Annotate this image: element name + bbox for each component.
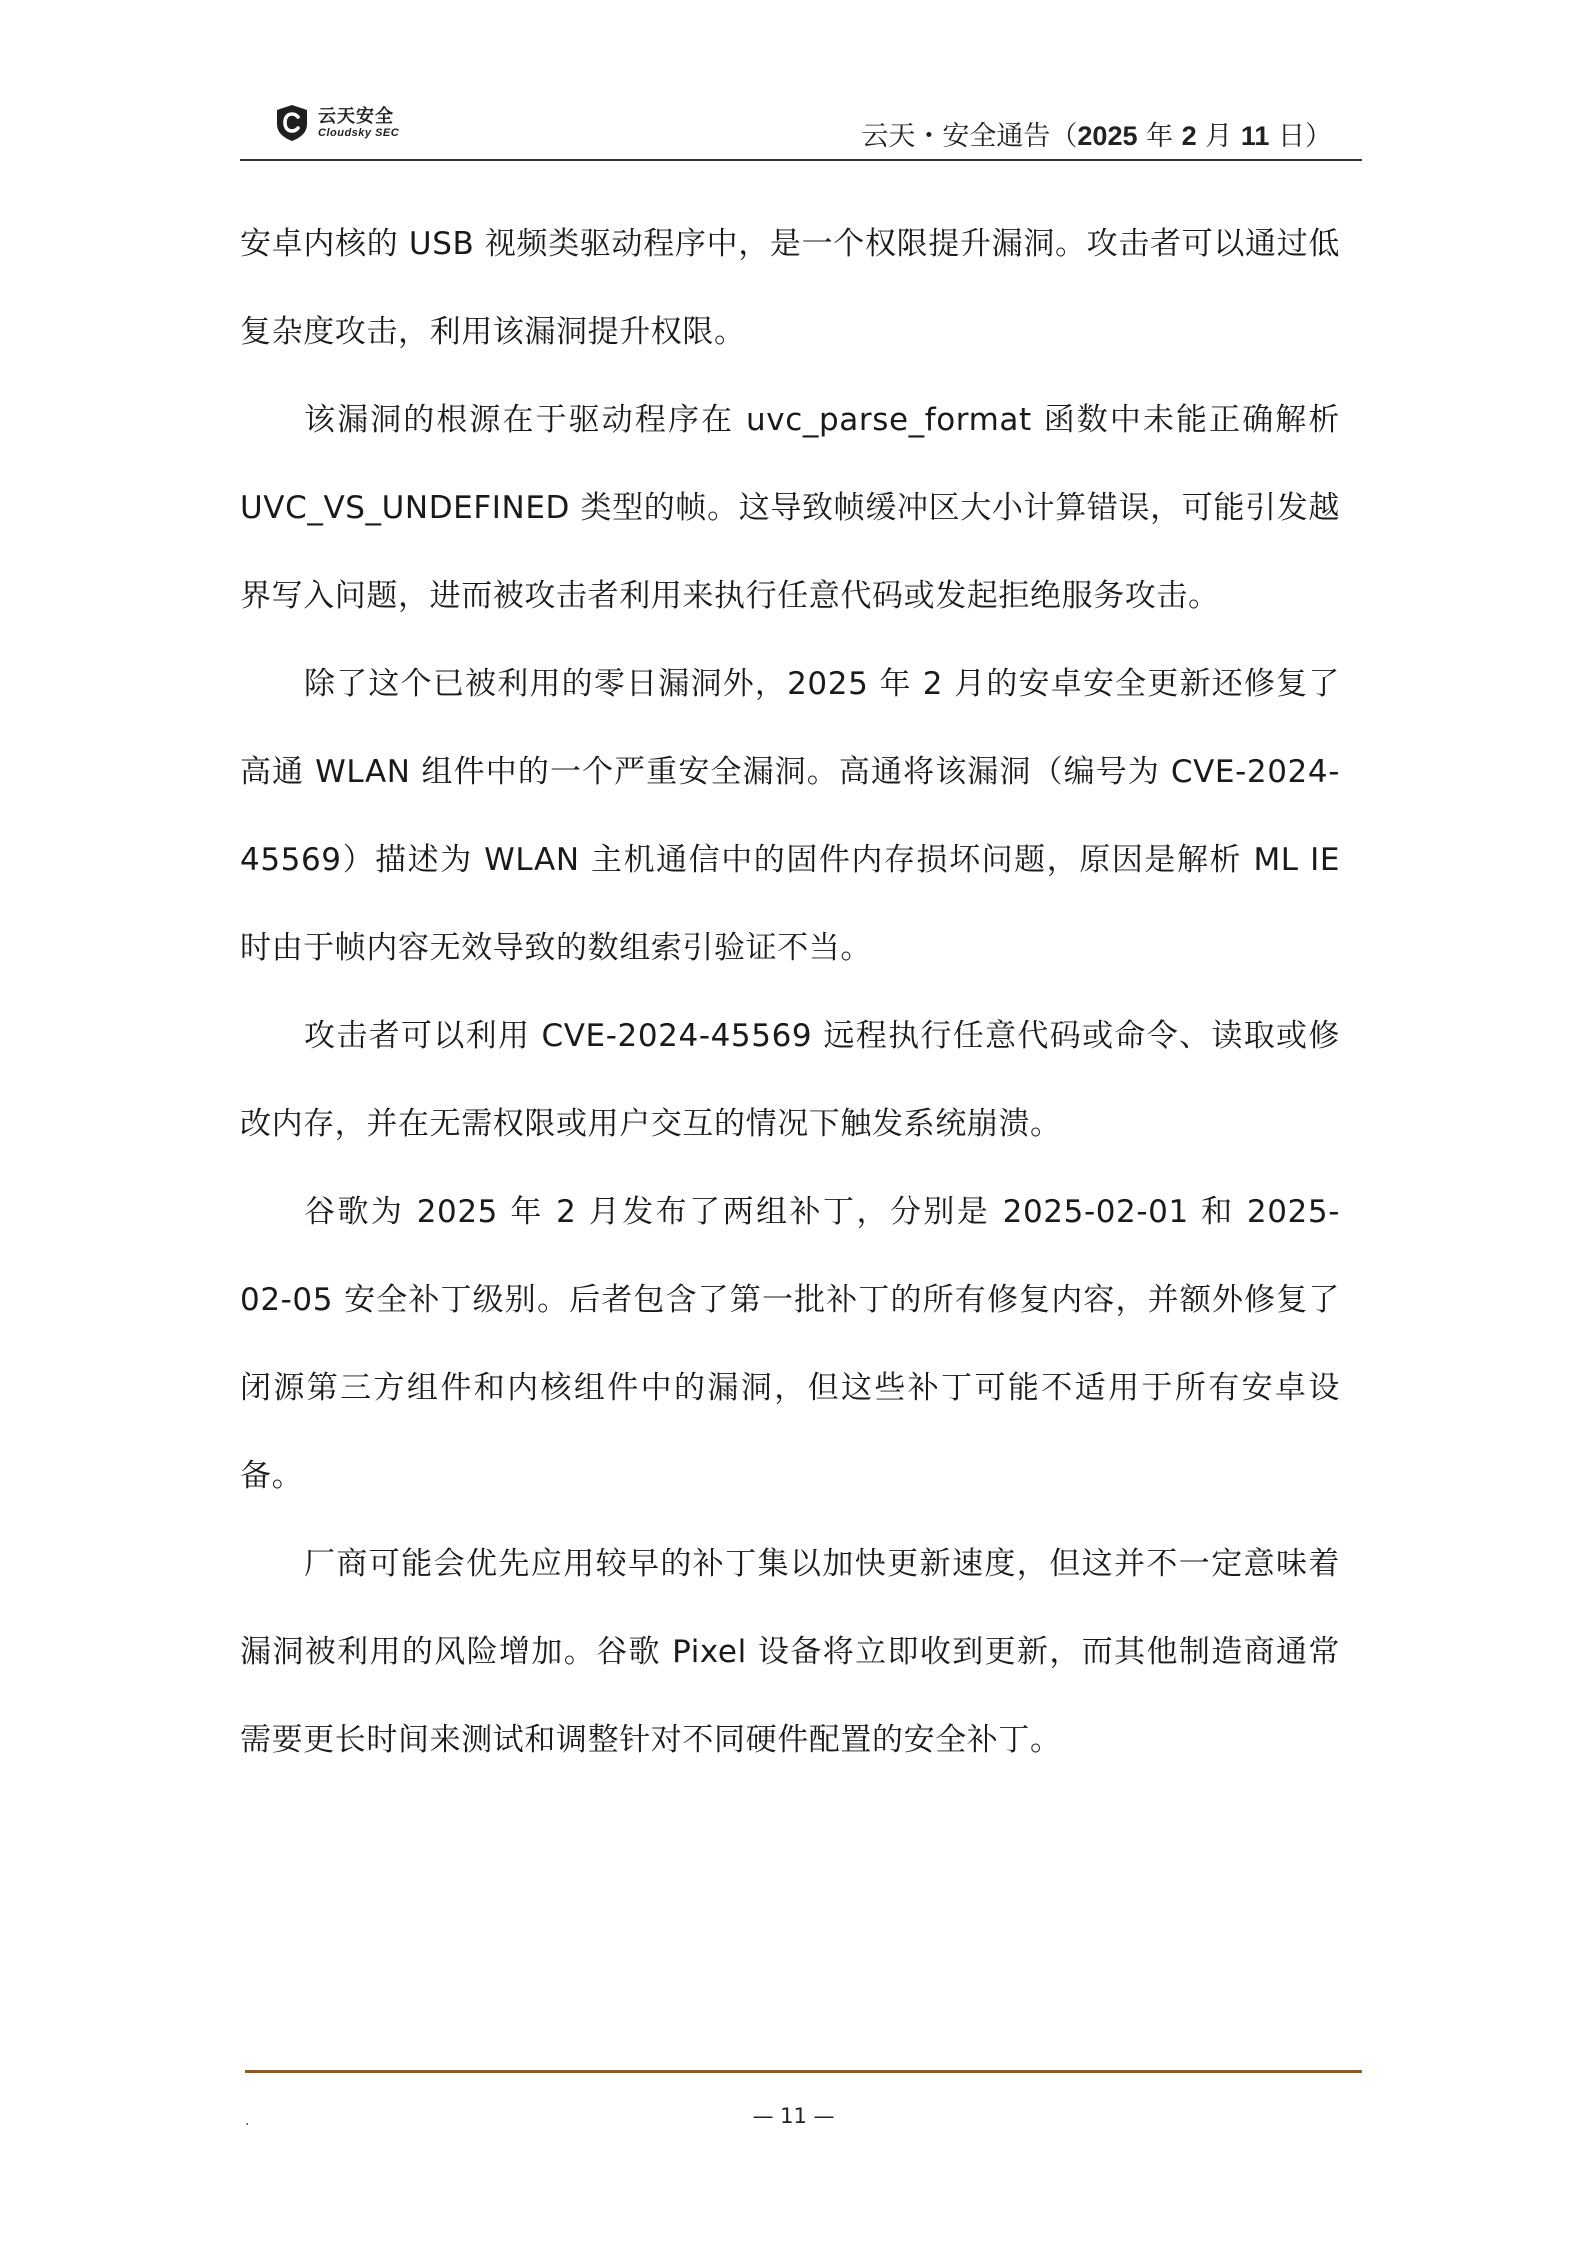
document-title: [861, 114, 1332, 153]
shield-logo-icon: [275, 104, 309, 142]
paragraph: 除了这个已被利用的零日漏洞外，2025 年 2 月的安卓安全更新还修复了高通 WLAN 组件中的一个严重安全漏洞。高通将该漏洞（编号为 CVE-2024-45569）描述为 WLAN 主机通信中的固件内存损坏问题，原因是解析 ML IE 时由于帧内容无效导致的数组索引验证不当。: [240, 666, 1340, 966]
title-month-suffix: 月: [1196, 121, 1241, 152]
title-year-suffix: 年: [1137, 121, 1182, 152]
footer-dot: .: [245, 2113, 250, 2129]
title-day: 11: [1240, 121, 1270, 151]
title-day-suffix: 日）: [1269, 121, 1332, 152]
title-month: 2: [1181, 121, 1197, 151]
paragraph: 谷歌为 2025 年 2 月发布了两组补丁，分别是 2025-02-01 和 2025-02-05 安全补丁级别。后者包含了第一批补丁的所有修复内容，并额外修复了闭源第三方组件和内核组件中的漏洞，但这些补丁可能不适用于所有安卓设备。: [240, 1194, 1340, 1494]
title-prefix: 云天・安全通告（: [861, 121, 1078, 152]
page-number: — 11 —: [752, 2104, 835, 2128]
document-body: [240, 200, 1340, 1784]
paragraph: 该漏洞的根源在于驱动程序在 uvc_parse_format 函数中未能正确解析 UVC_VS_UNDEFINED 类型的帧。这导致帧缓冲区大小计算错误，可能引发越界写入问题，进而被攻击者利用来执行任意代码或发起拒绝服务攻击。: [240, 402, 1340, 614]
page-header: [240, 92, 1362, 162]
logo-chinese-name: 云天安全: [318, 106, 394, 127]
company-logo: [275, 98, 399, 148]
paragraph: 厂商可能会优先应用较早的补丁集以加快更新速度，但这并不一定意味着漏洞被利用的风险增加。谷歌 Pixel 设备将立即收到更新，而其他制造商通常需要更长时间来测试和调整针对不同硬件配置的安全补丁。: [240, 1546, 1340, 1758]
logo-english-name: Cloudsky SEC: [318, 127, 400, 139]
paragraph: 攻击者可以利用 CVE-2024-45569 远程执行任意代码或命令、读取或修改内存，并在无需权限或用户交互的情况下触发系统崩溃。: [240, 1018, 1340, 1142]
paragraph-continuation: 安卓内核的 USB 视频类驱动程序中，是一个权限提升漏洞。攻击者可以通过低复杂度攻击，利用该漏洞提升权限。: [240, 226, 1340, 350]
title-year: 2025: [1077, 121, 1138, 151]
header-divider: [240, 159, 1362, 161]
footer-divider: [245, 2070, 1362, 2073]
